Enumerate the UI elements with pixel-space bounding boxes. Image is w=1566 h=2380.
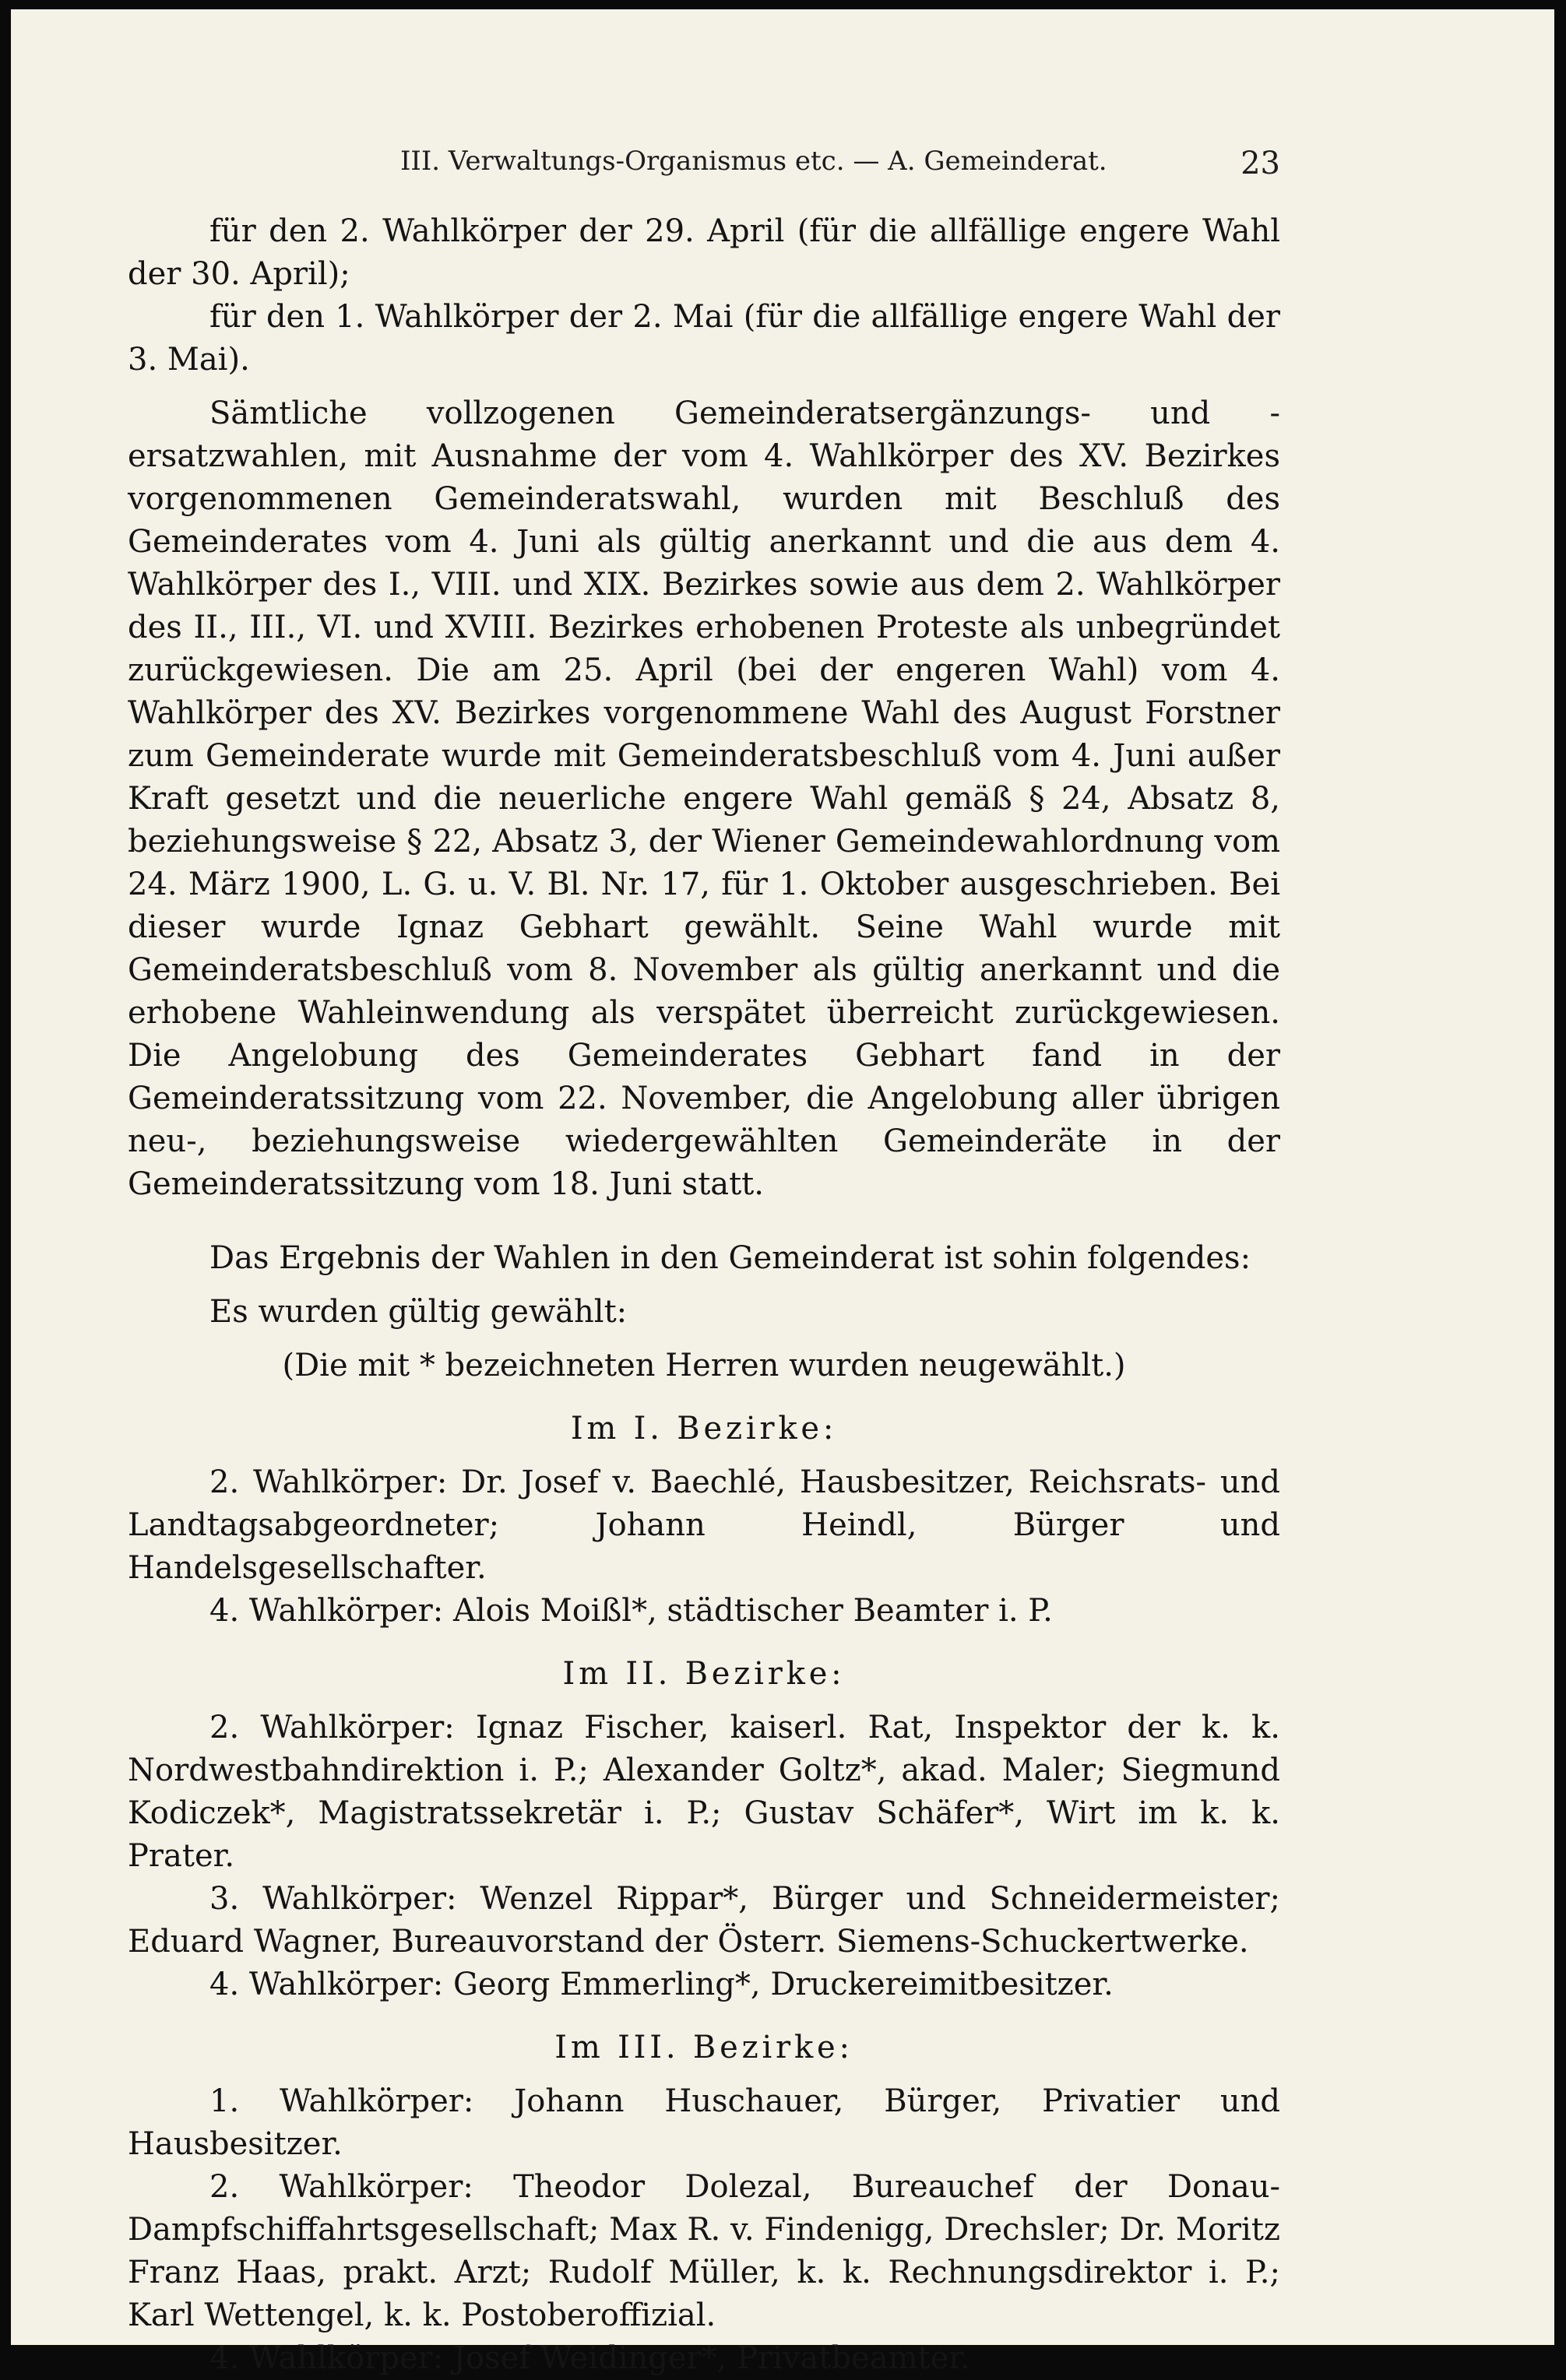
list-item: 2. Wahlkörper: Dr. Josef v. Baechlé, Hausbesitzer, Reichsrats- und Landtagsabgeordneter; Johann Heindl, Bürger und Handelsgesellschafter. bbox=[128, 1464, 1280, 1586]
list-item: 2. Wahlkörper: Ignaz Fischer, kaiserl. Rat, Inspektor der k. k. Nordwestbahndirektion i. P.; Alexander Goltz*, akad. Maler; Siegmund Kodiczek*, Magistratssekretär i. P.; Gustav Schäfer*, Wirt im k. k. Prater. bbox=[128, 1710, 1280, 1874]
paragraph: für den 2. Wahlkörper der 29. April (für die allfällige engere Wahl der 30. April); bbox=[128, 213, 1280, 292]
footnote-legend: (Die mit * bezeichneten Herren wurden neugewählt.) bbox=[282, 1348, 1126, 1383]
document-body bbox=[128, 210, 1280, 2380]
paragraph: Sämtliche vollzogenen Gemeinderatsergänzungs- und -ersatzwahlen, mit Ausnahme der vom 4. Wahlkörper des XV. Bezirkes vorgenommenen Gemeinderatswahl, wurden mit Beschluß des Gemeinderates vom 4. Juni als gültig anerkannt und die aus dem 4. Wahlkörper des I., VIII. und XIX. Bezirkes sowie aus dem 2. Wahlkörper des II., III., VI. und XVIII. Bezirkes erhobenen Proteste als unbegründet zurückgewiesen. Die am 25. April (bei der engeren Wahl) vom 4. Wahlkörper des XV. Bezirkes vorgenommene Wahl des August Forstner zum Gemeinderate wurde mit Gemeinderatsbeschluß vom 4. Juni außer Kraft gesetzt und die neuerliche engere Wahl gemäß § 24, Absatz 8, beziehungsweise § 22, Absatz 3, der Wiener Gemeindewahlordnung vom 24. März 1900, L. G. u. V. Bl. Nr. 17, für 1. Oktober ausgeschrieben. Bei dieser wurde Ignaz Gebhart gewählt. Seine Wahl wurde mit Gemeinderatsbeschluß vom 8. November als gültig anerkannt und die erhobene Wahleinwendung als verspätet überreicht zurückgewiesen. Die Angelobung des Gemeinderates Gebhart fand in der Gemeinderatssitzung vom 22. November, die Angelobung aller übrigen neu-, beziehungsweise wiedergewählten Gemeinderäte in der Gemeinderatssitzung vom 18. Juni statt. bbox=[128, 395, 1280, 1202]
paragraph: Das Ergebnis der Wahlen in den Gemeinderat ist sohin folgendes: bbox=[209, 1240, 1251, 1276]
list-item: 4. Wahlkörper: Alois Moißl*, städtischer Beamter i. P. bbox=[209, 1593, 1053, 1629]
district-heading: Im II. Bezirke: bbox=[562, 1656, 846, 1692]
page-number: 23 bbox=[1240, 146, 1280, 181]
paragraph: Es wurden gültig gewählt: bbox=[209, 1294, 628, 1330]
list-item: 1. Wahlkörper: Johann Huschauer, Bürger, Privatier und Hausbesitzer. bbox=[128, 2083, 1280, 2162]
list-item: 4. Wahlkörper: Josef Weidinger*, Privatbeamter. bbox=[209, 2340, 970, 2376]
list-item: 4. Wahlkörper: Georg Emmerling*, Druckereimitbesitzer. bbox=[209, 1967, 1114, 2002]
list-item: 2. Wahlkörper: Theodor Dolezal, Bureauchef der Donau-Dampfschiffahrtsgesellschaft; Max R. v. Findenigg, Drechsler; Dr. Moritz Franz Haas, prakt. Arzt; Rudolf Müller, k. k. Rechnungsdirektor i. P.; Karl Wettengel, k. k. Postoberoffizial. bbox=[128, 2169, 1280, 2333]
list-item: 3. Wahlkörper: Wenzel Rippar*, Bürger und Schneidermeister; Eduard Wagner, Bureauvorstand der Österr. Siemens-Schuckertwerke. bbox=[128, 1881, 1280, 1960]
district-heading: Im III. Bezirke: bbox=[554, 2030, 853, 2065]
paragraph: für den 1. Wahlkörper der 2. Mai (für die allfällige engere Wahl der 3. Mai). bbox=[128, 299, 1280, 378]
district-heading: Im I. Bezirke: bbox=[570, 1411, 838, 1447]
document-page bbox=[11, 9, 1554, 2376]
header-title: III. Verwaltungs-Organismus etc. — A. Gemeinderat. bbox=[400, 146, 1107, 177]
